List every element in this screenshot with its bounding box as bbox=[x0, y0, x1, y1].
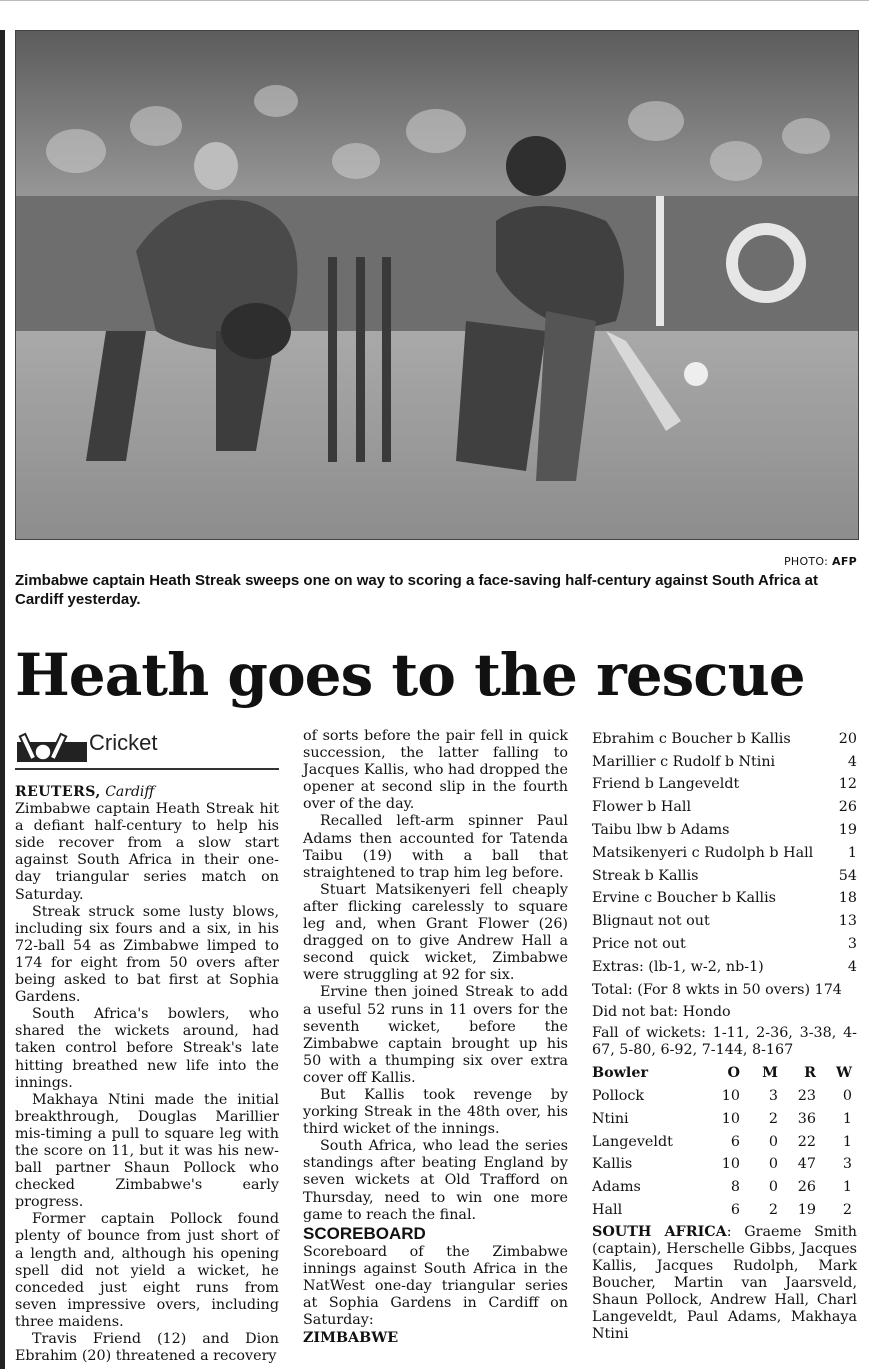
extras-row: Extras: (lb-1, w-2, nb-1) 4 bbox=[592, 958, 857, 975]
batting-row: Taibu lbw b Adams 19 bbox=[592, 822, 857, 839]
section-header bbox=[15, 728, 279, 770]
scoreboard-title: SCOREBOARD bbox=[303, 1223, 426, 1243]
fall-of-wickets: Fall of wickets: 1-11, 2-36, 3-38, 4-67, 5-80, 6-92, 7-144, 8-167 bbox=[592, 1025, 857, 1059]
top-rule bbox=[0, 0, 869, 1]
batting-row: Matsikenyeri c Rudolph b Hall 1 bbox=[592, 844, 857, 861]
bowling-row: Hall 6 2 19 2 bbox=[592, 1201, 852, 1218]
dateline: REUTERS, Cardiff bbox=[15, 784, 155, 800]
batting-row: Ebrahim c Boucher b Kallis 20 bbox=[592, 730, 857, 747]
story-paragraph: of sorts before the pair fell in quick succession, the latter falling to Jacques Kallis, who had dropped the opener at second slip in the fourth over of the day. bbox=[303, 728, 568, 813]
story-paragraph: Recalled left-arm spinner Paul Adams then accounted for Tatenda Taibu (19) with a ball that straightened to trap him leg before. bbox=[303, 813, 568, 881]
total-row: Total: (For 8 wkts in 50 overs) 174 bbox=[592, 981, 842, 998]
cricket-bats-ball-icon bbox=[15, 730, 87, 764]
story-paragraph: But Kallis took revenge by yorking Streak in the 48th over, his third wicket of the innings. bbox=[303, 1086, 568, 1138]
scoreboard-intro: Scoreboard of the Zimbabwe innings against South Africa in the NatWest one-day triangular series at Sophia Gardens in Cardiff on Saturday: bbox=[303, 1243, 568, 1329]
batting-row: Flower b Hall 26 bbox=[592, 799, 857, 816]
story-paragraph: Zimbabwe captain Heath Streak hit a defiant half-century to help his side recover from a slow start against South Africa in their one-day triangular series match on Saturday. bbox=[15, 801, 279, 903]
story-paragraph: Makhaya Ntini made the initial breakthrough, Douglas Marillier mis-timing a pull to square leg with the score on 11, but it was his new-ball partner Shaun Pollock who checked Zimbabwe's early progress. bbox=[15, 1091, 279, 1211]
headline: Heath goes to the rescue bbox=[15, 641, 805, 709]
section-name: Cricket bbox=[89, 730, 158, 755]
photo-credit: PHOTO: AFP bbox=[783, 555, 857, 568]
batting-row: Price not out 3 bbox=[592, 936, 857, 953]
batting-row: Marillier c Rudolf b Ntini 4 bbox=[592, 753, 857, 770]
scoreboard-column bbox=[592, 728, 857, 1343]
story-paragraph: Streak struck some lusty blows, including six fours and a six, in his 72-ball 54 as Zimbabwe limped to 174 for eight from 50 overs after being asked to bat first at Sophia Gardens. bbox=[15, 903, 279, 1006]
photo-caption: Zimbabwe captain Heath Streak sweeps one on way to scoring a face-saving half-century against South Africa at Cardiff yesterday. bbox=[15, 572, 818, 608]
story-column-2 bbox=[303, 728, 568, 1347]
story-column-1 bbox=[15, 728, 279, 1365]
bowling-row: Langeveldt 6 0 22 1 bbox=[592, 1133, 852, 1150]
bowling-row: Kallis 10 0 47 3 bbox=[592, 1156, 852, 1173]
news-photo bbox=[15, 30, 859, 540]
south-africa-squad: SOUTH AFRICA: Graeme Smith (captain), Herschelle Gibbs, Jacques Kallis, Jacques Rudolph, Mark Boucher, Martin van Jaarsveld, Shaun Pollock, Andrew Hall, Charl Langeveldt, Paul Adams, Makhaya Ntini bbox=[592, 1223, 858, 1342]
scoreboard-team: ZIMBABWE bbox=[303, 1330, 399, 1347]
bowling-row: Ntini 10 2 36 1 bbox=[592, 1110, 852, 1127]
batting-row: Streak b Kallis 54 bbox=[592, 867, 857, 884]
did-not-bat: Did not bat: Hondo bbox=[592, 1004, 731, 1021]
bowling-row: Adams 8 0 26 1 bbox=[592, 1179, 852, 1196]
story-paragraph: South Africa, who lead the series standings after beating England by seven wickets at Old Trafford on Thursday, need to win one more game to reach the final. bbox=[303, 1138, 568, 1223]
story-paragraph: Former captain Pollock found plenty of bounce from just short of a length and, although his opening spell did not yield a wicket, he conceded just eight runs from seven impressive overs, including three maidens. bbox=[15, 1211, 279, 1330]
batting-row: Ervine c Boucher b Kallis 18 bbox=[592, 890, 857, 907]
bowling-header: Bowler O M R W bbox=[592, 1065, 852, 1082]
story-paragraph: Ervine then joined Streak to add a useful 52 runs in 11 overs for the seventh wicket, before the Zimbabwe captain brought up his 50 with a thumping six over extra cover off Kallis. bbox=[303, 984, 568, 1086]
batting-row: Friend b Langeveldt 12 bbox=[592, 776, 857, 793]
story-paragraph: Travis Friend (12) and Dion Ebrahim (20) threatened a recovery bbox=[15, 1331, 279, 1365]
bowling-row: Pollock 10 3 23 0 bbox=[592, 1088, 852, 1104]
story-paragraph: South Africa's bowlers, who shared the wickets around, had taken control before Streak's late hitting breathed new life into the innings. bbox=[15, 1006, 279, 1091]
left-margin-bar bbox=[0, 30, 5, 1369]
story-paragraph: Stuart Matsikenyeri fell cheaply after flicking carelessly to square leg and, when Grant Flower (26) dragged on to give Andrew Hall a second quick wicket, Zimbabwe were struggling at 92 for six. bbox=[303, 881, 568, 984]
batting-row: Blignaut not out 13 bbox=[592, 913, 857, 930]
